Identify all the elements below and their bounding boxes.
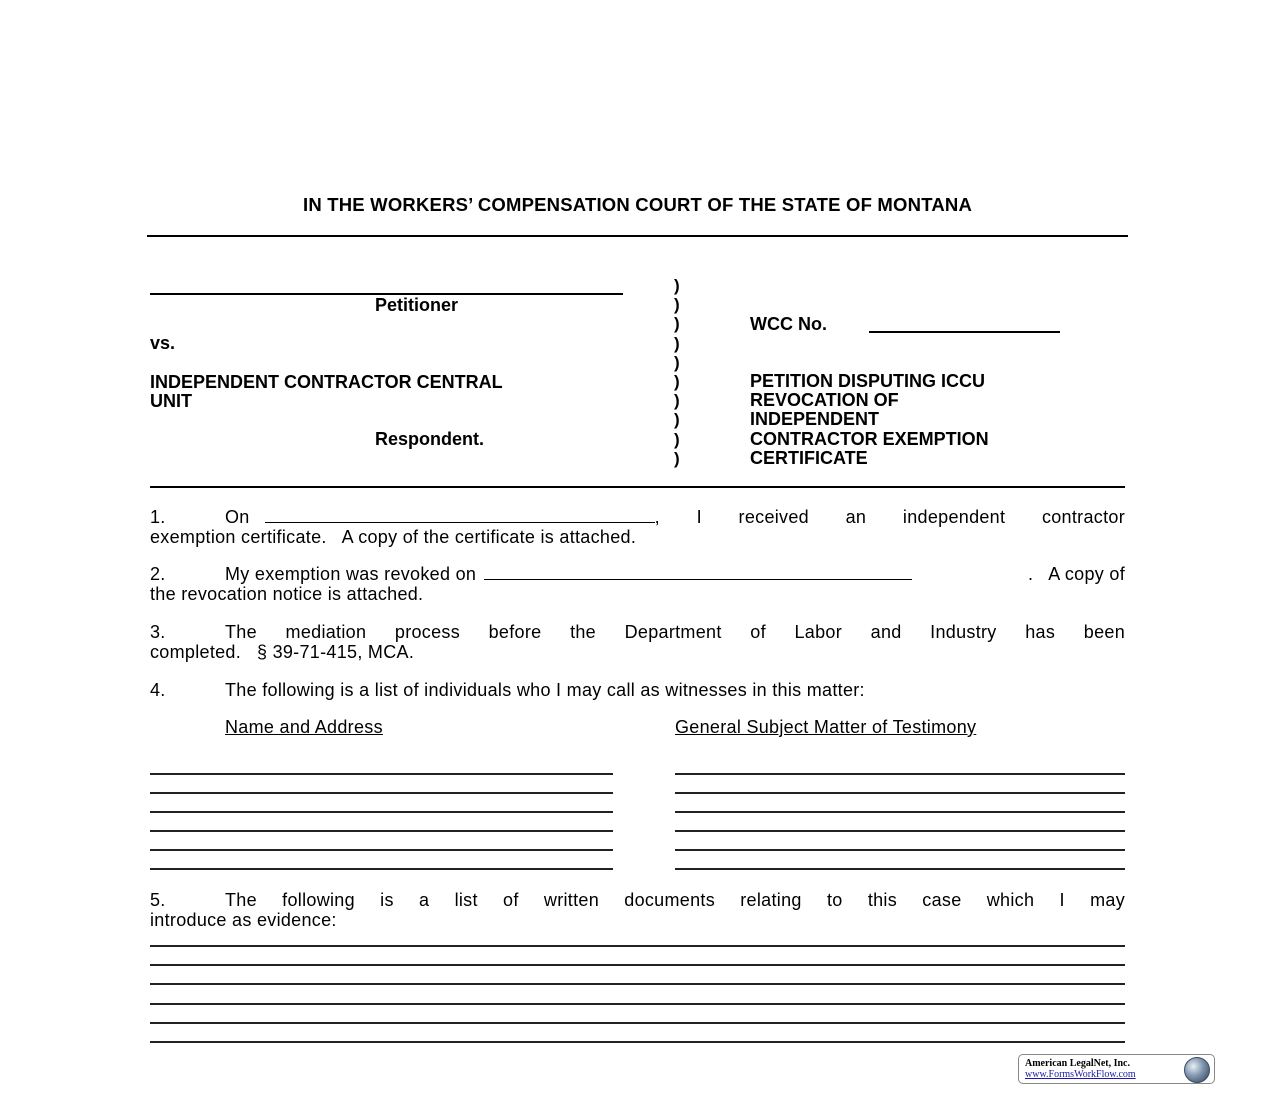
paragraph-text: My exemption was revoked on (225, 564, 477, 584)
caption-divider (150, 486, 1125, 488)
paragraph-text: introduce as evidence: (150, 909, 337, 930)
american-legalnet-logo[interactable] (1018, 1054, 1215, 1084)
paren: ) (674, 429, 680, 449)
evidence-line[interactable] (150, 964, 1125, 966)
column-header-name-address: Name and Address (225, 717, 383, 737)
paragraph-text: The following is a list of individuals who I may call as witnesses in this matter: (225, 680, 865, 700)
petitioner-label: Petitioner (375, 295, 459, 315)
evidence-line[interactable] (150, 945, 1125, 947)
paragraph-text: , I received an independent contractor (654, 507, 1125, 527)
witness-name-line[interactable] (150, 792, 613, 794)
versus-label: vs. (150, 333, 176, 353)
witness-name-line[interactable] (150, 830, 613, 832)
logo-company-name: American LegalNet, Inc. (1025, 1058, 1130, 1069)
document-title-line: CERTIFICATE (750, 447, 868, 468)
document-title-line: CONTRACTOR EXEMPTION (750, 428, 989, 449)
evidence-line[interactable] (150, 1041, 1125, 1043)
evidence-line[interactable] (150, 1003, 1125, 1005)
witness-name-line[interactable] (150, 811, 613, 813)
paragraph-number: 5. (150, 890, 166, 910)
paragraph-text: the revocation notice is attached. (150, 583, 424, 604)
witness-name-line[interactable] (150, 849, 613, 851)
paragraph-text: exemption certificate. A copy of the certificate is attached. (150, 526, 637, 547)
paragraph-3 (150, 623, 1125, 662)
caption-parentheses (674, 276, 686, 468)
paren: ) (674, 276, 680, 295)
column-header-subject-matter: General Subject Matter of Testimony (675, 717, 977, 737)
paren: ) (674, 333, 680, 353)
paragraph-text: The mediation process before the Department of Labor and Industry has been (225, 622, 1125, 642)
paren: ) (674, 295, 680, 315)
paren: ) (674, 372, 680, 392)
paren: ) (674, 391, 680, 411)
witness-subject-line[interactable] (675, 849, 1125, 851)
case-number-field[interactable] (869, 331, 1060, 333)
paragraph-text: completed. § 39-71-415, MCA. (150, 641, 415, 662)
witness-subject-line[interactable] (675, 868, 1125, 870)
certificate-date-field[interactable] (265, 508, 655, 523)
document-title-line: INDEPENDENT (750, 409, 880, 430)
paren: ) (674, 410, 680, 430)
witness-name-line[interactable] (150, 773, 613, 775)
paragraph-number: 1. (150, 507, 166, 527)
paren: ) (674, 448, 680, 468)
header-divider (147, 235, 1128, 237)
paragraph-number: 4. (150, 680, 166, 700)
document-title (750, 372, 989, 468)
respondent-label: Respondent. (375, 429, 485, 449)
witness-subject-line[interactable] (675, 792, 1125, 794)
respondent-name-line1: INDEPENDENT CONTRACTOR CENTRAL (150, 372, 503, 392)
evidence-line[interactable] (150, 1022, 1125, 1024)
respondent-name-line2: UNIT (150, 391, 192, 411)
witness-subject-line[interactable] (675, 830, 1125, 832)
revocation-date-field[interactable] (484, 565, 912, 580)
document-title-line: REVOCATION OF (750, 390, 899, 411)
document-title-line: PETITION DISPUTING ICCU (750, 371, 986, 391)
globe-icon (1184, 1057, 1210, 1083)
paren: ) (674, 352, 680, 372)
paragraph-1 (150, 508, 1125, 547)
paragraph-5 (150, 891, 1125, 930)
paragraph-4 (150, 681, 1125, 701)
witness-name-line[interactable] (150, 868, 613, 870)
paragraph-number: 2. (150, 564, 166, 584)
court-title: IN THE WORKERS’ COMPENSATION COURT OF THE STATE OF MONTANA (302, 194, 973, 215)
paragraph-number: 3. (150, 622, 166, 642)
logo-url-link[interactable]: www.FormsWorkFlow.com (1025, 1069, 1136, 1080)
witness-subject-line[interactable] (675, 811, 1125, 813)
paragraph-2 (150, 565, 1125, 604)
case-number-label: WCC No. (750, 314, 827, 334)
evidence-line[interactable] (150, 983, 1125, 985)
witness-subject-line[interactable] (675, 773, 1125, 775)
paragraph-text: On (225, 507, 250, 527)
paren: ) (674, 314, 680, 334)
paragraph-text: . A copy of (1028, 564, 1125, 584)
paragraph-text: The following is a list of written documents relating to this case which I may (225, 890, 1125, 910)
